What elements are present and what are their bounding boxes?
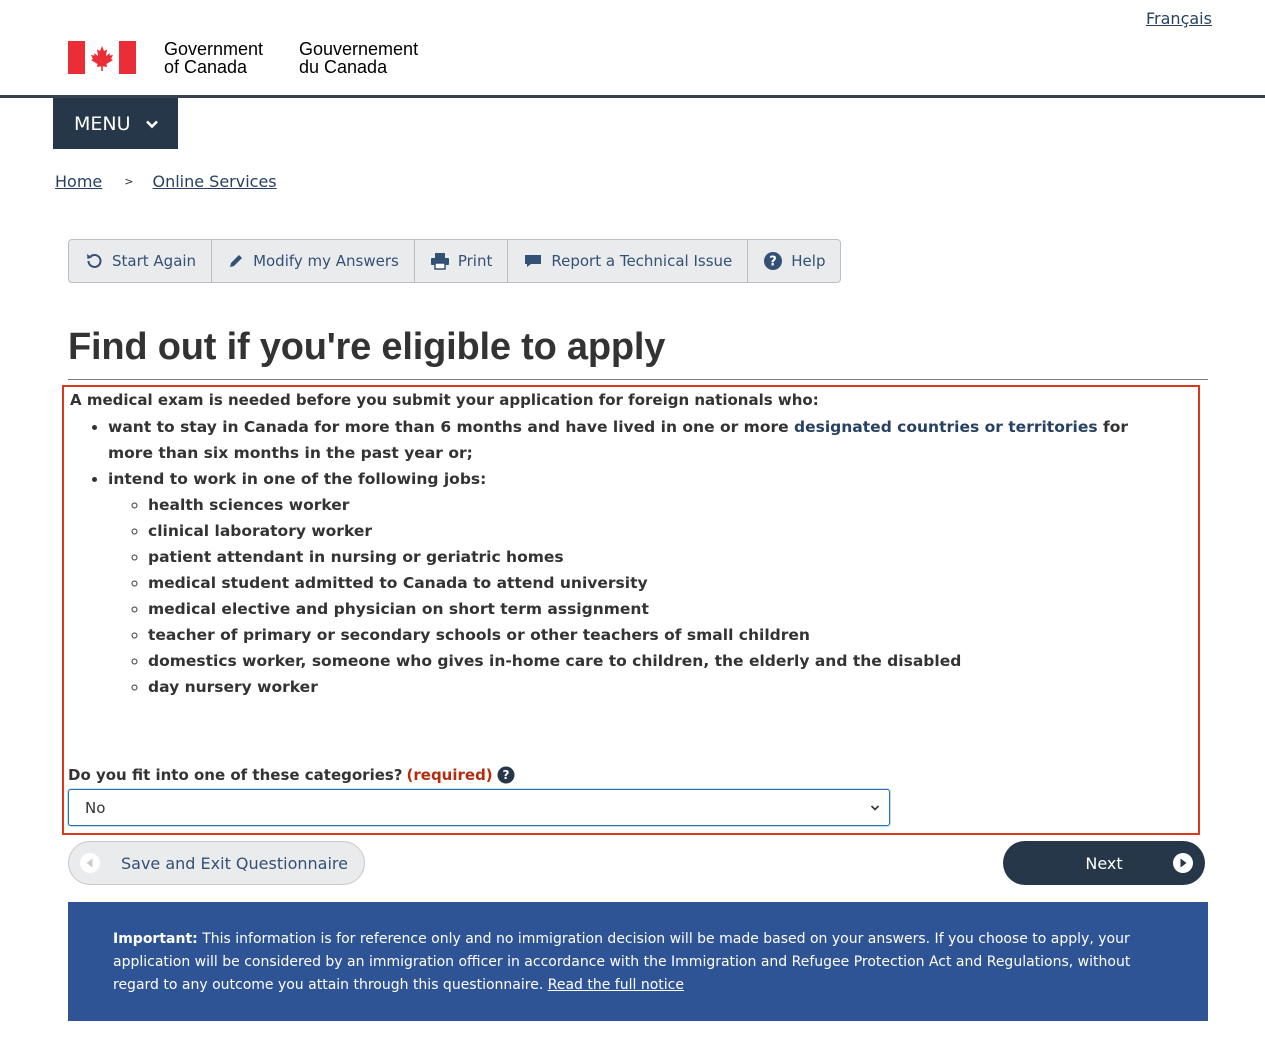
breadcrumb-separator: >	[124, 175, 134, 188]
print-label: Print	[457, 252, 493, 270]
criteria-item-stay	[108, 414, 1170, 466]
report-issue-label: Report a Technical Issue	[551, 252, 733, 270]
signature-en-line1: Government	[164, 39, 264, 59]
job-list-item: ◦ medical student admitted to Canada to attend university	[148, 570, 1170, 596]
chevron-down-icon	[869, 802, 881, 814]
category-select-value: No	[85, 798, 106, 817]
criteria-list	[70, 414, 1170, 700]
question-label	[68, 766, 515, 784]
menu-label: MENU	[74, 112, 131, 135]
breadcrumb-online-services-link[interactable]: Online Services	[152, 172, 277, 191]
start-again-label: Start Again	[112, 252, 197, 270]
criteria-item-stay-text: want to stay in Canada for more than 6 months and have lived in one or more	[108, 418, 795, 436]
back-arrow-icon	[79, 852, 101, 874]
notice-text: This information is for reference only and no immigration decision will be made based on your answers. If you choose to apply, your application will be considered by an immigration officer in accordance with the Immigration and Refugee Protection Act and Regulations, without regard to any outcome you attain through this questionnaire.	[113, 931, 1131, 993]
criteria-item-work-text: intend to work in one of the following jobs:	[108, 470, 487, 488]
menu-button[interactable]	[53, 98, 178, 149]
read-full-notice-link[interactable]: Read the full notice	[547, 977, 684, 993]
save-exit-button[interactable]	[68, 841, 365, 885]
job-list-item: ◦ clinical laboratory worker	[148, 518, 1170, 544]
start-again-button[interactable]	[69, 240, 212, 282]
comment-icon	[523, 252, 543, 270]
job-list-item: ◦ teacher of primary or secondary schools or other teachers of small children	[148, 622, 1170, 648]
criteria-item-work	[108, 466, 1170, 700]
modify-answers-button[interactable]	[212, 240, 415, 282]
category-select[interactable]	[68, 789, 890, 826]
next-button[interactable]	[1003, 841, 1205, 885]
header-divider	[0, 95, 1265, 98]
help-button[interactable]	[748, 240, 840, 282]
job-list-item: ◦ domestics worker, someone who gives in-home care to children, the elderly and the disabled	[148, 648, 1170, 674]
save-exit-label: Save and Exit Questionnaire	[121, 853, 348, 873]
notice-important-label: Important:	[113, 931, 198, 947]
print-button[interactable]	[415, 240, 509, 282]
help-label: Help	[791, 252, 826, 270]
refresh-icon	[84, 251, 104, 271]
modify-answers-label: Modify my Answers	[253, 252, 399, 270]
criteria-item-stay-text-end: for more than six months in the past year or;	[108, 418, 1128, 462]
signature-english	[164, 40, 263, 76]
print-icon	[430, 252, 450, 270]
questionnaire-toolbar	[68, 239, 841, 283]
signature-en-line2: of Canada	[164, 57, 248, 77]
designated-countries-link[interactable]: designated countries or territories	[794, 418, 1098, 436]
question-help-icon[interactable]	[497, 766, 515, 784]
breadcrumb-home-link[interactable]: Home	[55, 172, 103, 191]
chevron-down-icon	[145, 117, 159, 131]
question-text: Do you fit into one of these categories?	[68, 766, 403, 784]
pencil-icon	[227, 252, 245, 270]
help-icon	[763, 251, 783, 271]
important-notice	[68, 902, 1208, 1021]
signature-fr-line1: Gouvernement	[299, 39, 419, 59]
canada-flag-icon	[68, 41, 136, 74]
svg-text:?: ?	[769, 254, 778, 270]
job-list-item: ◦ medical elective and physician on short term assignment	[148, 596, 1170, 622]
job-list-item: ◦ health sciences worker	[148, 492, 1170, 518]
next-label: Next	[1085, 853, 1123, 873]
svg-text:?: ?	[502, 768, 510, 783]
report-issue-button[interactable]	[508, 240, 748, 282]
signature-fr-line2: du Canada	[299, 57, 388, 77]
page-title: Find out if you're eligible to apply	[68, 326, 666, 368]
job-list-item: ◦ day nursery worker	[148, 674, 1170, 700]
next-arrow-icon	[1172, 852, 1194, 874]
signature-french	[299, 40, 418, 76]
language-toggle-link[interactable]: Français	[1146, 9, 1212, 28]
required-indicator: (required)	[406, 766, 493, 784]
breadcrumb	[55, 172, 277, 191]
question-intro: A medical exam is needed before you submit your application for foreign nationals who:	[70, 391, 819, 409]
job-list-item: ◦ patient attendant in nursing or geriatric homes	[148, 544, 1170, 570]
title-divider	[68, 379, 1208, 380]
